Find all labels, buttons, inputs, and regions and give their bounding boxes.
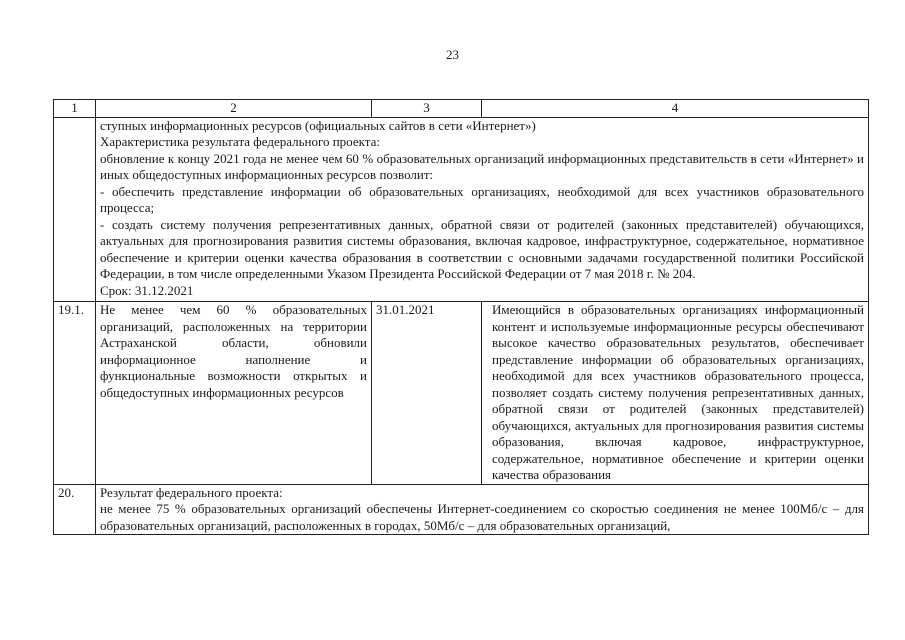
page-number: 23 bbox=[446, 47, 459, 62]
deadline-text: Срок: 31.12.2021 bbox=[100, 282, 194, 298]
table-row-19-1 bbox=[54, 302, 869, 485]
column-number-2: 2 bbox=[96, 100, 372, 118]
plan-table bbox=[53, 99, 869, 535]
column-number-1: 1 bbox=[54, 100, 96, 118]
row-result: Имеющийся в образовательных организациях информационный контент и используемые информационные ресурсы обеспечивают высокое качество образовательных результатов, обеспечивает представление информации об образовательных организациях, необходимой для всех участников образовательного процесса, позволяет создать систему получения репрезентативных данных, обратной связи от родителей (законных представителей) обучающихся, актуальных для прогнозирования развития системы образования, включая кадровое, инфраструктурное, содержательное, нормативное обеспечение и критерии оценки качества образования bbox=[482, 302, 869, 485]
continuation-bullet: - обеспечить представление информации об образовательных организациях, необходимой для всех участников образовательного процесса; bbox=[100, 183, 864, 215]
continuation-text-cell bbox=[96, 117, 869, 302]
continuation-line: обновление к концу 2021 года не менее чем 60 % образовательных организаций информационных представительств в сети «Интернет» и иных общедоступных информационных ресурсов позволит: bbox=[100, 150, 864, 182]
row-number: 19.1. bbox=[54, 302, 96, 485]
row-number: 20. bbox=[54, 484, 96, 535]
table-header-row bbox=[54, 100, 869, 118]
row-20-text: не менее 75 % образовательных организаций обеспечены Интернет-соединением со скоростью соединения не менее 100Мб/с – для образовательных организаций, расположенных в городах, 50Мб/с – для образовательных организаций, bbox=[100, 501, 864, 533]
continuation-line: ступных информационных ресурсов (официальных сайтов в сети «Интернет») bbox=[100, 117, 536, 133]
column-number-4: 4 bbox=[482, 100, 869, 118]
federal-project-result-heading: Результат федерального проекта: bbox=[100, 484, 283, 500]
row-date: 31.01.2021 bbox=[372, 302, 482, 485]
row-number-cell bbox=[54, 117, 96, 302]
continuation-bullet: - создать систему получения репрезентативных данных, обратной связи от родителей (законных представителей) обучающихся, актуальных для прогнозирования развития системы образования, включая кадровое, инфраструктурное, содержательное, нормативное обеспечение и критерии оценки качества образования в соответствии с основными задачами государственной политики Российской Федерации, в том числе определенными Указом Президента Российской Федерации от 7 мая 2018 г. № 204. bbox=[100, 216, 864, 281]
table-row-continuation bbox=[54, 117, 869, 302]
row-description: Не менее чем 60 % образовательных организаций, расположенных на территории Астраханской области, обновили информационное наполнение и функциональные возможности открытых и общедоступных информационных ресурсов bbox=[96, 302, 372, 485]
table-row-20 bbox=[54, 484, 869, 535]
result-characteristic-heading: Характеристика результата федерального проекта: bbox=[100, 134, 380, 149]
column-number-3: 3 bbox=[372, 100, 482, 118]
row-20-text-cell bbox=[96, 484, 869, 535]
